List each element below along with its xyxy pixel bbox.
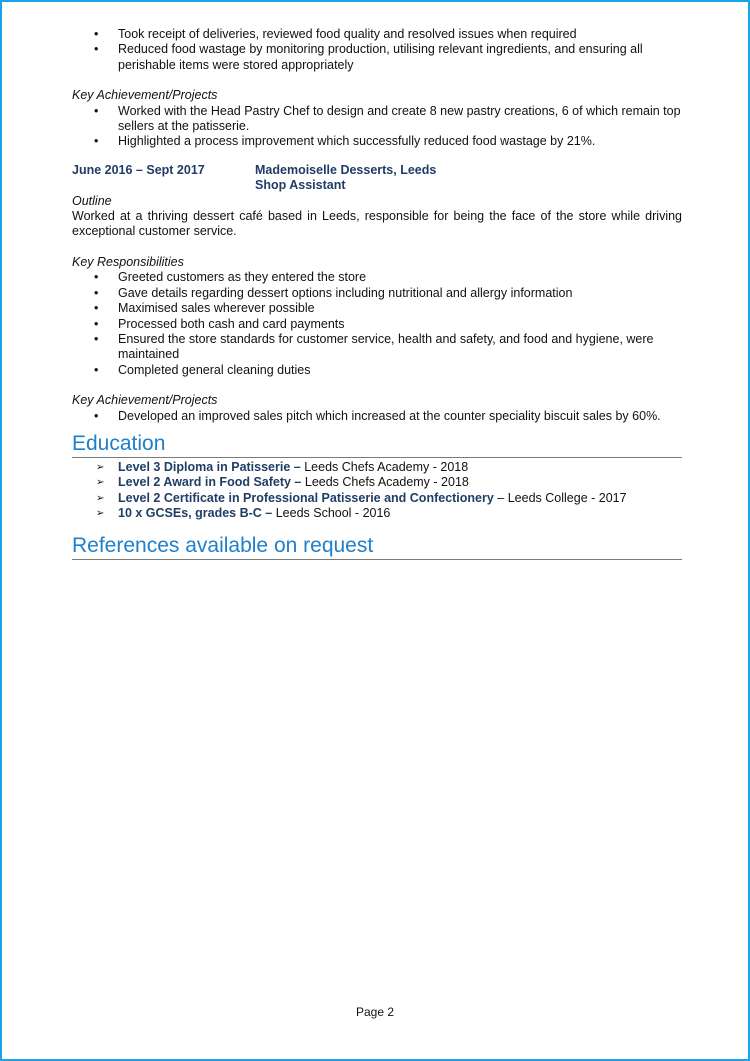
prev-achievements-list	[72, 104, 682, 150]
list-item: • Developed an improved sales pitch which increased at the counter speciality biscuit sales by 60%.	[72, 409, 682, 424]
education-detail: Leeds Chefs Academy - 2018	[301, 475, 469, 490]
job-org	[255, 163, 436, 194]
education-name: Level 3 Diploma in Patisserie –	[118, 459, 301, 474]
references-heading: References available on request	[72, 534, 682, 560]
education-list	[72, 460, 682, 522]
list-item: • Highlighted a process improvement which successfully reduced food wastage by 21%.	[72, 134, 682, 149]
education-heading: Education	[72, 432, 682, 458]
list-item: • Ensured the store standards for customer service, health and safety, and food and hygiene, were maintained	[72, 332, 682, 363]
education-item	[72, 475, 682, 490]
responsibilities-label: Key Responsibilities	[72, 254, 184, 269]
prev-achievements-label: Key Achievement/Projects	[72, 88, 218, 103]
achievements-list	[72, 409, 682, 424]
list-item: • Gave details regarding dessert options including nutritional and allergy information	[72, 286, 682, 301]
education-detail: Leeds School - 2016	[272, 506, 391, 521]
education-name: 10 x GCSEs, grades B-C –	[118, 506, 273, 521]
cv-content	[72, 27, 682, 560]
education-name: Level 2 Certificate in Professional Patisserie and Confectionery	[118, 490, 494, 505]
outline-label: Outline	[72, 193, 112, 208]
list-item: • Worked with the Head Pastry Chef to design and create 8 new pastry creations, 6 of which remain top sellers at the patisserie.	[72, 104, 682, 135]
job-dates: June 2016 – Sept 2017	[72, 162, 205, 177]
prev-responsibilities-list	[72, 27, 682, 73]
job-role: Shop Assistant	[255, 178, 346, 193]
list-item: • Took receipt of deliveries, reviewed food quality and resolved issues when required	[72, 27, 682, 42]
list-item: • Maximised sales wherever possible	[72, 301, 682, 316]
list-item: • Processed both cash and card payments	[72, 317, 682, 332]
outline-text: Worked at a thriving dessert café based in Leeds, responsible for being the face of the store while driving exceptional customer service.	[72, 209, 682, 239]
education-item	[72, 506, 682, 521]
job-header	[72, 163, 682, 194]
education-detail: – Leeds College - 2017	[493, 490, 627, 505]
list-item: • Reduced food wastage by monitoring production, utilising relevant ingredients, and ensuring all perishable items were stored appropriately	[72, 42, 682, 73]
list-item: • Completed general cleaning duties	[72, 363, 682, 378]
job-employer: Mademoiselle Desserts, Leeds	[255, 162, 437, 177]
education-item	[72, 491, 682, 506]
list-item: • Greeted customers as they entered the store	[72, 270, 682, 285]
responsibilities-list	[72, 270, 682, 378]
education-item	[72, 460, 682, 475]
page-number: Page 2	[355, 1005, 395, 1019]
education-name: Level 2 Award in Food Safety –	[118, 475, 302, 490]
education-detail: Leeds Chefs Academy - 2018	[300, 459, 469, 474]
achievements-label: Key Achievement/Projects	[72, 393, 218, 408]
